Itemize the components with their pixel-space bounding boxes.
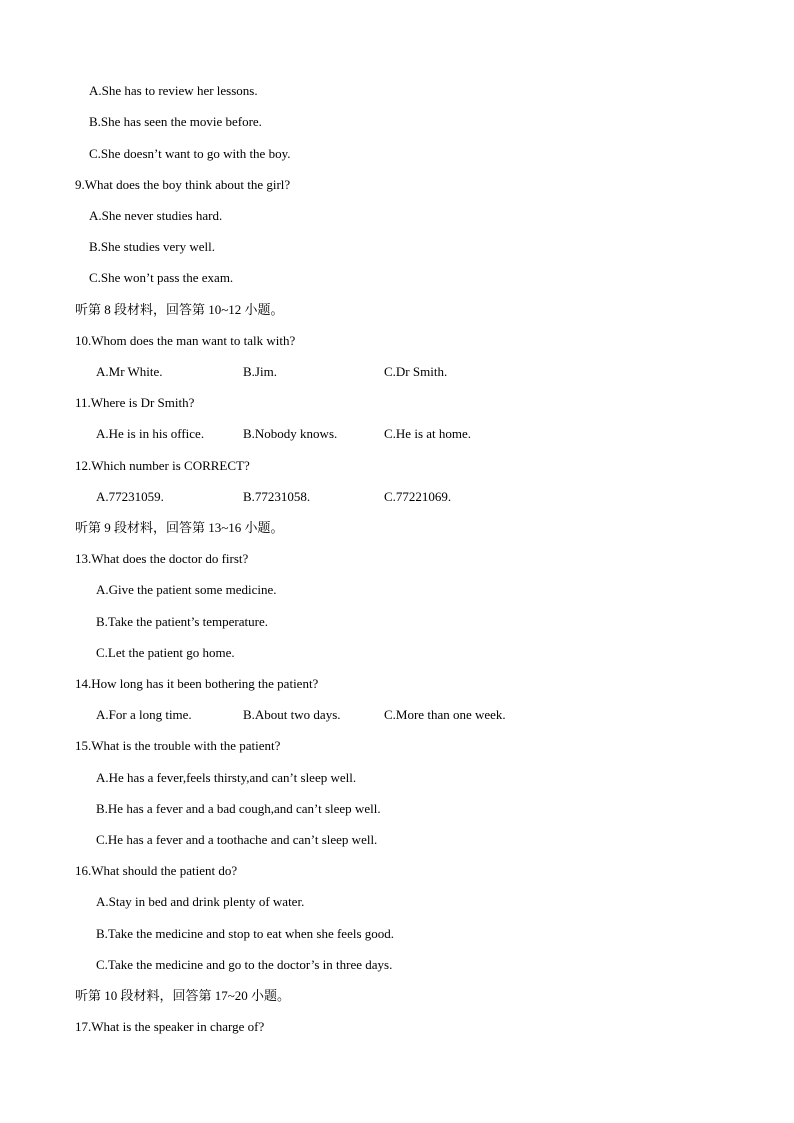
q16-question: 16.What should the patient do? <box>75 863 238 878</box>
q15-option-a: A.He has a fever,feels thirsty,and can’t sleep well. <box>96 770 357 785</box>
q8-option-b: B.She has seen the movie before. <box>89 114 262 129</box>
q14-question: 14.How long has it been bothering the patient? <box>75 676 319 691</box>
q10-option-a: A.Mr White. <box>96 364 163 379</box>
q12-option-b: B.77231058. <box>243 489 311 504</box>
q12-option-a: A.77231059. <box>96 489 164 504</box>
q11-question: 11.Where is Dr Smith? <box>75 395 195 410</box>
q16-option-a: A.Stay in bed and drink plenty of water. <box>96 894 305 909</box>
q11-option-c: C.He is at home. <box>384 426 472 441</box>
q8-option-c: C.She doesn’t want to go with the boy. <box>89 146 291 161</box>
section-heading-8: 听第 8 段材料，回答第 10~12 小题。 <box>75 302 284 317</box>
q16-option-c: C.Take the medicine and go to the doctor’s in three days. <box>96 957 393 972</box>
q16-option-b: B.Take the medicine and stop to eat when she feels good. <box>96 926 395 941</box>
q13-option-a: A.Give the patient some medicine. <box>96 582 277 597</box>
q9-question: 9.What does the boy think about the girl? <box>75 177 291 192</box>
q11-option-b: B.Nobody knows. <box>243 426 338 441</box>
q10-question: 10.Whom does the man want to talk with? <box>75 333 296 348</box>
q11-option-a: A.He is in his office. <box>96 426 205 441</box>
q13-question: 13.What does the doctor do first? <box>75 551 249 566</box>
q13-option-b: B.Take the patient’s temperature. <box>96 614 268 629</box>
q14-option-c: C.More than one week. <box>384 707 506 722</box>
section-heading-9: 听第 9 段材料，回答第 13~16 小题。 <box>75 520 284 535</box>
q15-question: 15.What is the trouble with the patient? <box>75 738 281 753</box>
q15-option-c: C.He has a fever and a toothache and can’t sleep well. <box>96 832 378 847</box>
q13-option-c: C.Let the patient go home. <box>96 645 235 660</box>
q12-question: 12.Which number is CORRECT? <box>75 458 250 473</box>
q12-option-c: C.77221069. <box>384 489 452 504</box>
q9-option-a: A.She never studies hard. <box>89 208 223 223</box>
q9-option-c: C.She won’t pass the exam. <box>89 270 234 285</box>
section-heading-10: 听第 10 段材料，回答第 17~20 小题。 <box>75 988 291 1003</box>
q15-option-b: B.He has a fever and a bad cough,and can’t sleep well. <box>96 801 381 816</box>
q10-option-b: B.Jim. <box>243 364 277 379</box>
q14-option-b: B.About two days. <box>243 707 341 722</box>
q9-option-b: B.She studies very well. <box>89 239 216 254</box>
q14-option-a: A.For a long time. <box>96 707 192 722</box>
q17-question: 17.What is the speaker in charge of? <box>75 1019 265 1034</box>
q8-option-a: A.She has to review her lessons. <box>89 83 258 98</box>
q10-option-c: C.Dr Smith. <box>384 364 448 379</box>
